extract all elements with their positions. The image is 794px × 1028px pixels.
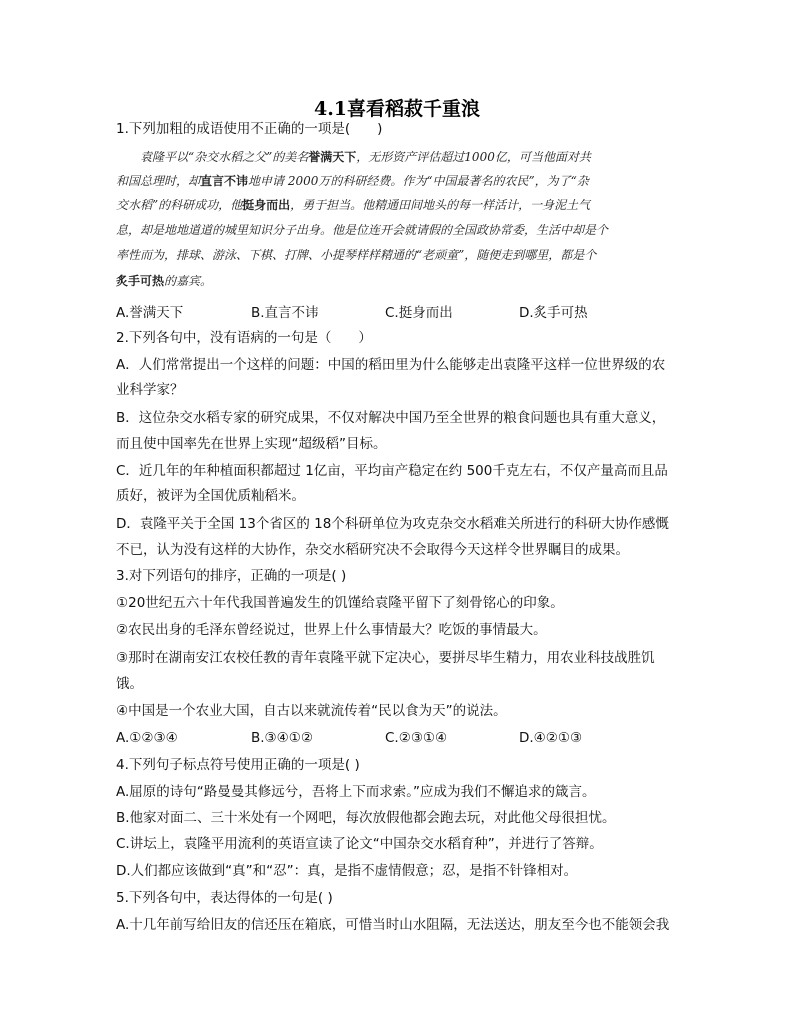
q3-line: ②农民出身的毛泽东曾经说过，世界上什么事情最大？吃饭的事情最大。 xyxy=(116,622,547,638)
q3-option-b: B.③④①② xyxy=(251,730,313,746)
q1-option-d: D.炙手可热 xyxy=(519,305,588,321)
q4-line: C.讲坛上，袁隆平用流利的英语宣读了论文“中国杂交水稻育种”，并进行了答辩。 xyxy=(116,836,603,852)
bold-idiom: 挺身而出 xyxy=(242,198,291,212)
passage-line: 率性而为，排球、游泳、下棋、打牌、小提琴样样精通的“老顽童”，随便走到哪里，都是个 xyxy=(116,248,597,262)
q2-line: 质好，被评为全国优质籼稻米。 xyxy=(116,488,305,504)
q4-line: A.屈原的诗句“路曼曼其修远兮，吾将上下而求索。”应成为我们不懈追求的箴言。 xyxy=(116,784,596,800)
question-1-stem: 1.下列加粗的成语使用不正确的一项是( ) xyxy=(116,121,383,137)
q1-option-b: B.直言不讳 xyxy=(251,305,319,321)
q2-line: 不已，认为没有这样的大协作，杂交水稻研究决不会取得今天这样令世界瞩目的成果。 xyxy=(116,542,629,558)
q2-line: 业科学家？ xyxy=(116,382,184,398)
passage-line: 息，却是地地道道的城里知识分子出身。他是位连开会就请假的全国政协常委，生活中却是个 xyxy=(116,223,609,237)
q3-option-d: D.④②①③ xyxy=(519,730,583,746)
passage-line: 袁隆平以“杂交水稻之父”的美名誉满天下，无形资产评估超过1000亿，可当他面对共 xyxy=(116,150,591,164)
q4-line: D.人们都应该做到“真”和“忍”：真，是指不虚情假意；忍，是指不针锋相对。 xyxy=(116,863,578,879)
q3-option-c: C.②③①④ xyxy=(385,730,448,746)
q2-line: A．人们常常提出一个这样的问题：中国的稻田里为什么能够走出袁隆平这样一位世界级的农 xyxy=(116,357,666,373)
question-4-stem: 4.下列句子标点符号使用正确的一项是( ) xyxy=(116,757,360,773)
page-title: 4.1喜看稻菽千重浪 xyxy=(313,98,481,120)
q2-line: D．袁隆平关于全国 13个省区的 18个科研单位为攻克杂交水稻难关所进行的科研大协作感慨 xyxy=(116,516,669,532)
q3-line: ③那时在湖南安江农校任教的青年袁隆平就下定决心，要拼尽毕生精力，用农业科技战胜饥 xyxy=(116,650,655,666)
q2-line: C．近几年的年种植面积都超过 1亿亩，平均亩产稳定在约 500千克左右，不仅产量高而且品 xyxy=(116,463,668,479)
q4-line: B.他家对面二、三十米处有一个网吧，每次放假他都会跑去玩，对此他父母很担忧。 xyxy=(116,810,616,826)
q2-line: B．这位杂交水稻专家的研究成果，不仅对解决中国乃至全世界的粮食问题也具有重大意义， xyxy=(116,410,666,426)
passage-line: 炙手可热的嘉宾。 xyxy=(116,274,213,288)
question-5-stem: 5.下列各句中，表达得体的一句是( ) xyxy=(116,890,333,906)
q3-option-a: A.①②③④ xyxy=(116,730,178,746)
passage-line: 交水稻”的科研成功，他挺身而出，勇于担当。他精通田间地头的每一样活计，一身泥土气 xyxy=(116,198,591,212)
q3-line: ①20世纪五六十年代我国普遍发生的饥馑给袁隆平留下了刻骨铭心的印象。 xyxy=(116,595,564,611)
q1-option-c: C.挺身而出 xyxy=(385,305,453,321)
bold-idiom: 誉满天下 xyxy=(308,150,357,164)
q3-line: ④中国是一个农业大国，自古以来就流传着“民以食为天”的说法。 xyxy=(116,703,507,719)
bold-idiom: 直言不讳 xyxy=(200,174,249,188)
q5-line: A.十几年前写给旧友的信还压在箱底，可惜当时山水阻隔，无法送达，朋友至今也不能领会我 xyxy=(116,917,670,933)
q1-option-a: A.誉满天下 xyxy=(116,305,184,321)
bold-idiom: 炙手可热 xyxy=(116,274,165,288)
question-3-stem: 3.对下列语句的排序，正确的一项是( ) xyxy=(116,568,347,584)
question-2-stem: 2.下列各句中，没有语病的一句是（ ） xyxy=(116,330,372,346)
q3-line: 饿。 xyxy=(116,676,143,692)
passage-line: 和国总理时，却直言不讳地申请 2000万的科研经费。作为“中国最著名的农民”，为了“杂 xyxy=(116,174,589,188)
q2-line: 而且使中国率先在世界上实现“超级稻”目标。 xyxy=(116,436,387,452)
